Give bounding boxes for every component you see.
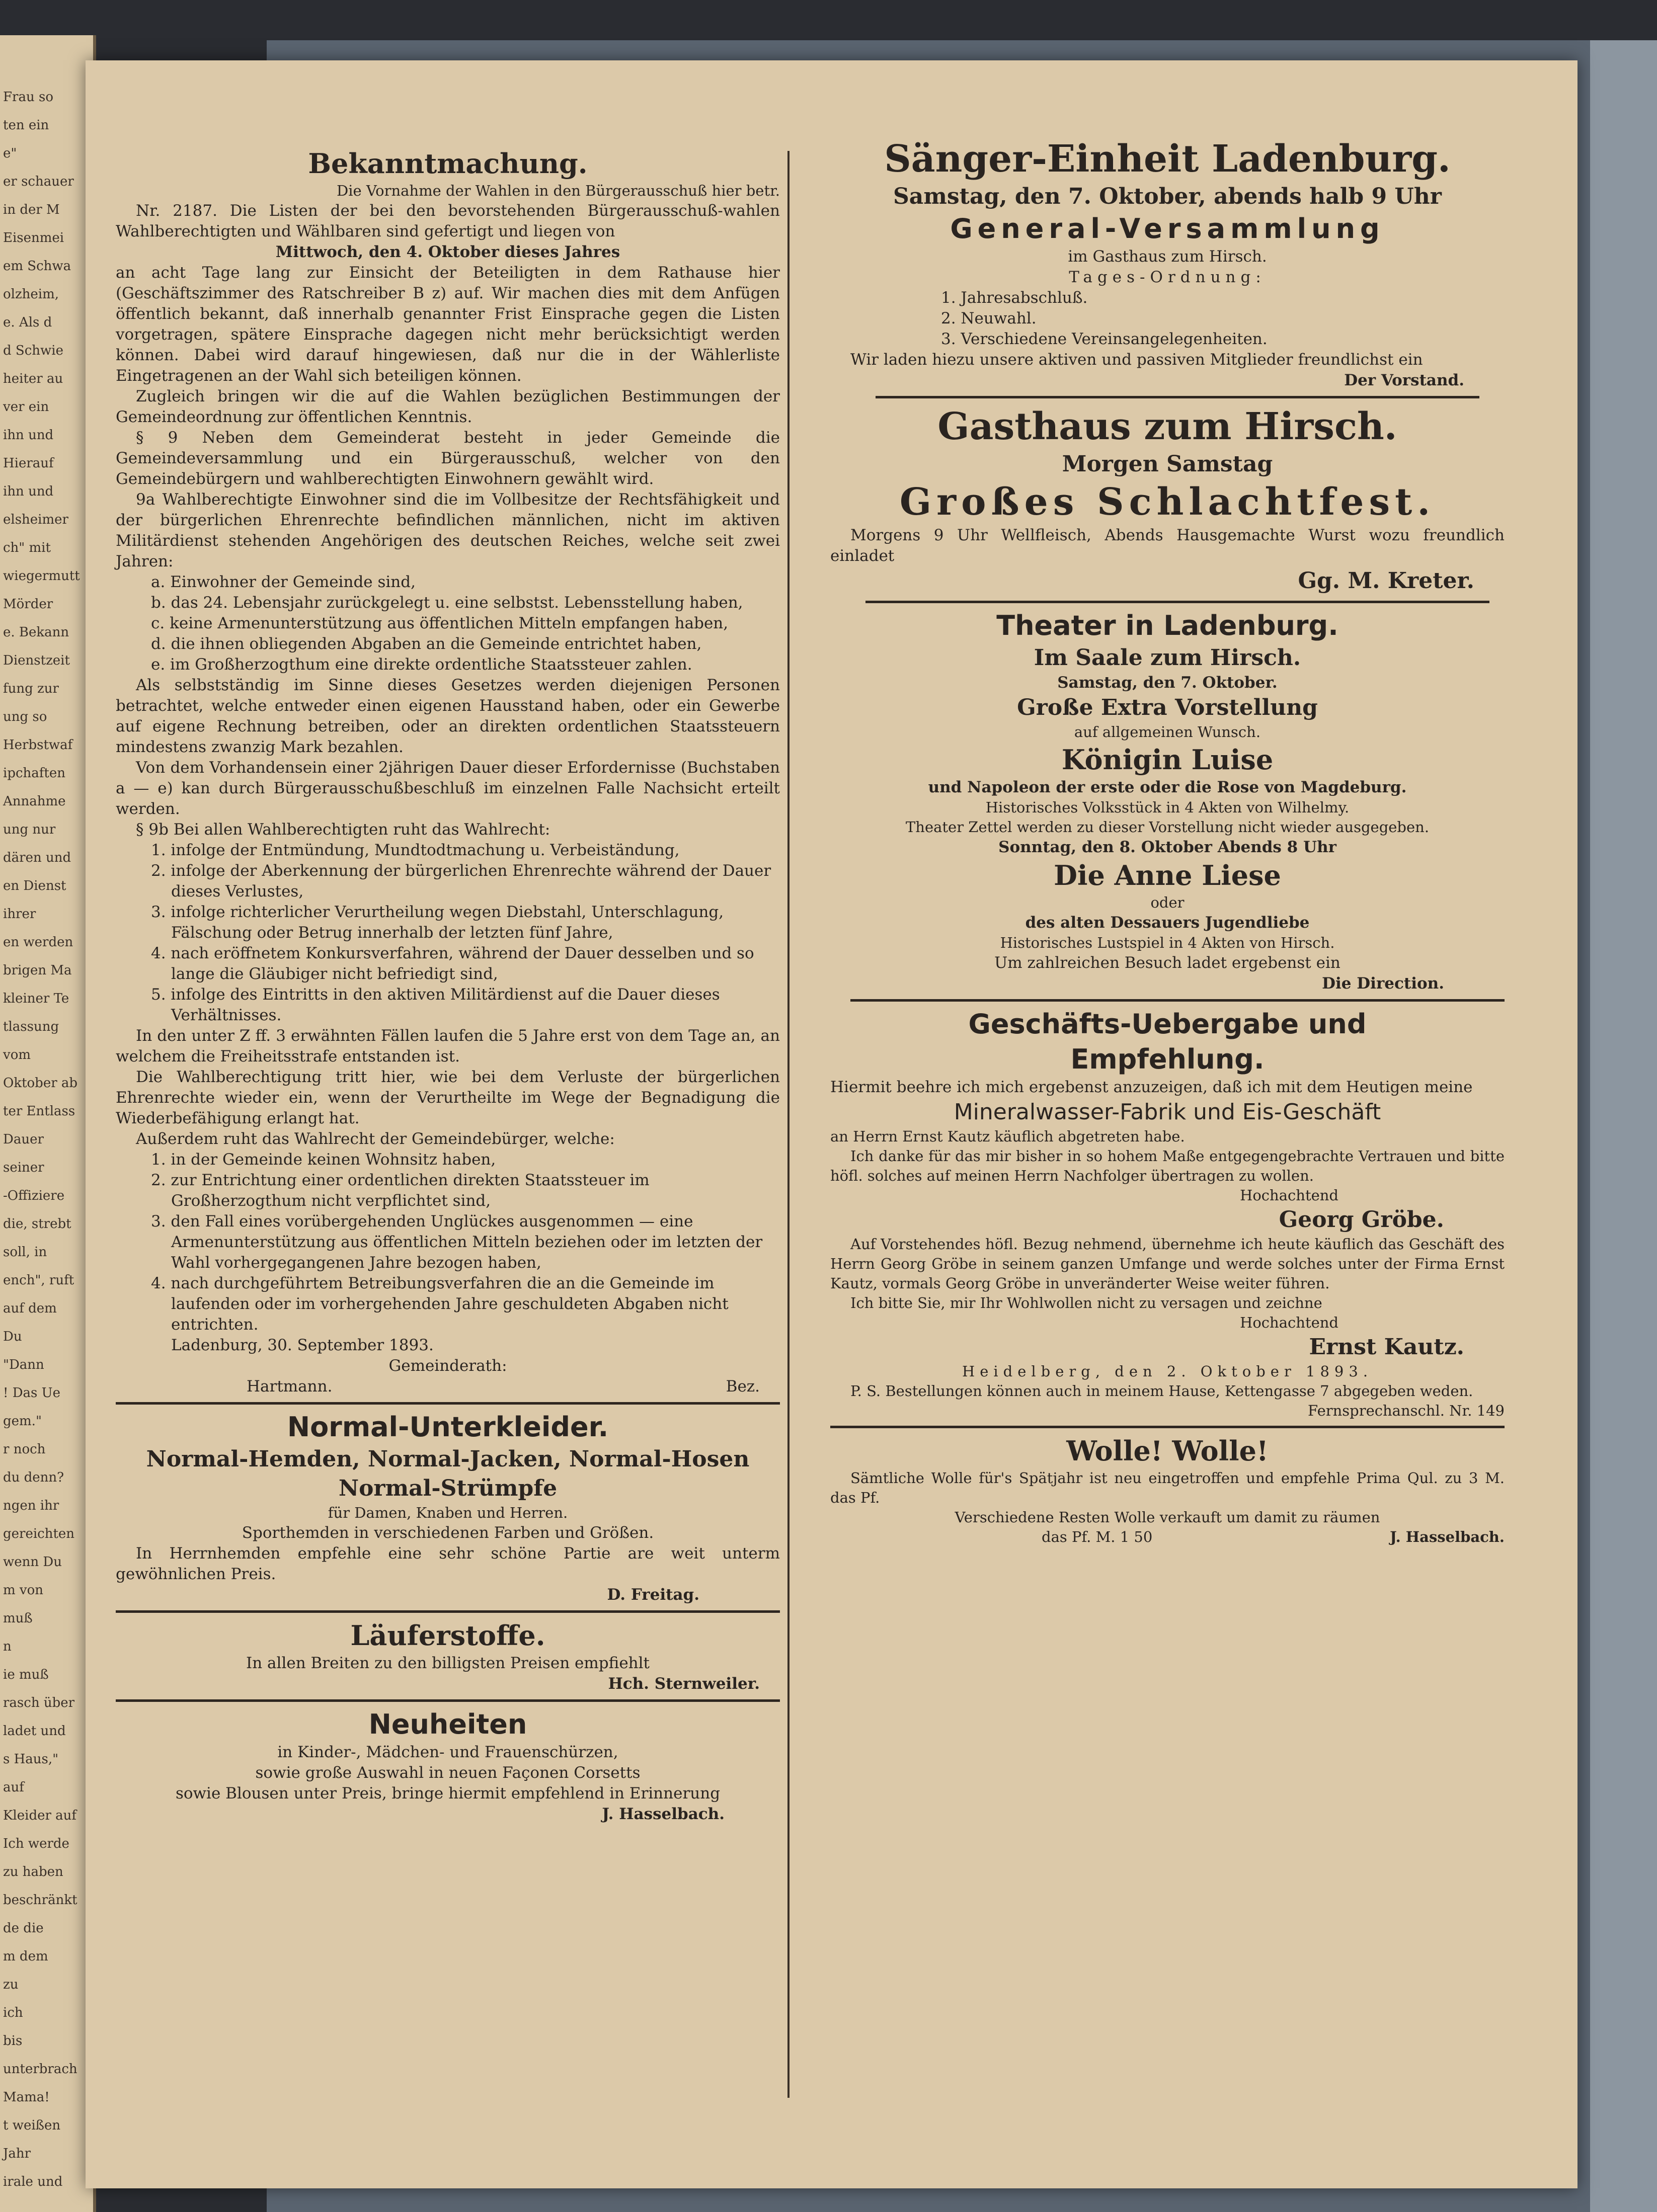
list-item: 4. nach durchgeführtem Betreibungsverfahren die an die Gemeinde im laufenden oder im vorhergehenden Jahre geschuldeten Abgaben nicht entrichten. <box>151 1274 729 1334</box>
notice-paragraph: Die Wahlberechtigung tritt hier, wie bei dem Verluste der bürgerlichen Ehrenrechte wieder ein, wenn der Verurtheilte im Wege der Begnadigung die Wiederbefähigung erlangt hat. <box>116 1068 780 1127</box>
prev-page-fragment: zu <box>3 1977 19 1992</box>
prev-page-fragment: ench", ruft <box>3 1273 74 1288</box>
newspaper-page <box>86 60 1577 2188</box>
notice-paragraph: In den unter Z ff. 3 erwähnten Fällen laufen die 5 Jahre erst von dem Tage an, an welchem die Freiheitsstrafe entstanden ist. <box>116 1027 780 1066</box>
prev-page-fragment: gem." <box>3 1414 42 1429</box>
ad-signature: Der Vorstand. <box>1344 371 1464 389</box>
prev-page-fragment: soll, in <box>3 1245 47 1260</box>
signature-right: Bez. <box>726 1377 760 1396</box>
notice-place-date: Ladenburg, 30. September 1893. <box>171 1336 434 1354</box>
notice-date-line: Mittwoch, den 4. Oktober dieses Jahres <box>275 243 620 261</box>
ad-line: Normal-Hemden, Normal-Jacken, Normal-Hosen <box>146 1446 750 1472</box>
ad-line: Samstag, den 7. Oktober. <box>1057 674 1278 692</box>
ad-line: Morgen Samstag <box>1062 451 1273 477</box>
prev-page-fragment: Oktober ab <box>3 1076 78 1091</box>
ad-title: Wolle! Wolle! <box>1066 1435 1269 1467</box>
prev-page-fragment: vom <box>3 1047 31 1062</box>
prev-page-fragment: Kleider auf <box>3 1808 77 1823</box>
prev-page-fragment: Jahr <box>3 2146 31 2161</box>
ad-line: an Herrn Ernst Kautz käuflich abgetreten habe. <box>830 1128 1185 1145</box>
list-item: 3. den Fall eines vorübergehenden Unglückes ausgenommen — eine Armenunterstützung aus öffentlichen Mitteln beziehen oder im letzten der Wahl vorhergegangenen Jahre bezogen haben, <box>151 1212 763 1272</box>
prev-page-fragment: Du <box>3 1329 22 1344</box>
prev-page-fragment: zu haben <box>3 1864 63 1879</box>
prev-page-fragment: elsheimer <box>3 512 68 527</box>
prev-page-fragment: bis <box>3 2033 23 2049</box>
right-column <box>830 60 1560 1547</box>
notice-paragraph: § 9b Bei allen Wahlberechtigten ruht das Wahlrecht: <box>136 821 550 839</box>
ad-line: des alten Dessauers Jugendliebe <box>1025 914 1310 932</box>
prev-page-fragment: Annahme <box>3 794 66 809</box>
section-rule <box>876 396 1479 398</box>
ad-title: Neuheiten <box>368 1708 527 1740</box>
ad-signature: Ernst Kautz. <box>1309 1334 1464 1360</box>
prev-page-fragment: -Offiziere <box>3 1188 65 1203</box>
ad-line: Auf Vorstehendes höfl. Bezug nehmend, übernehme ich heute käuflich das Geschäft des Herrn Georg Gröbe in seinem ganzen Umfange und werde solches unter der Firma Ernst Kautz, vormals Georg Gröbe in unveränderter Weise weiter führen. <box>830 1236 1505 1292</box>
ad-agenda-heading: Tages-Ordnung: <box>1069 268 1266 286</box>
prev-page-fragment: olzheim, <box>3 287 59 302</box>
ad-event: General-Versammlung <box>950 213 1385 244</box>
notice-paragraph: Außerdem ruht das Wahlrecht der Gemeindebürger, welche: <box>136 1130 615 1148</box>
notice-paragraph: Zugleich bringen wir die auf die Wahlen bezüglichen Bestimmungen der Gemeindeordnung zur öffentlichen Kenntnis. <box>116 387 780 426</box>
prev-page-fragment: auf dem <box>3 1301 57 1316</box>
ad-line: Ich bitte Sie, mir Ihr Wohlwollen nicht zu versagen und zeichne <box>850 1294 1322 1312</box>
list-item: 2. infolge der Aberkennung der bürgerlichen Ehrenrechte während der Dauer dieses Verlustes, <box>151 862 771 900</box>
prev-page-fragment: ladet und <box>3 1724 66 1739</box>
prev-page-fragment: en werden <box>3 935 73 950</box>
ad-line: sowie große Auswahl in neuen Façonen Corsetts <box>255 1764 641 1782</box>
prev-page-fragment: auf <box>3 1780 24 1795</box>
notice-title: Bekanntmachung. <box>308 147 588 180</box>
ad-title: Empfehlung. <box>1070 1043 1265 1075</box>
ad-title: Geschäfts-Uebergabe und <box>968 1008 1367 1040</box>
prev-page-fragment: e. Bekann <box>3 625 69 640</box>
prev-page-fragment: dären und <box>3 850 71 865</box>
ad-price: das Pf. M. 1 50 <box>1042 1528 1153 1545</box>
prev-page-fragment: de die <box>3 1921 44 1936</box>
prev-page-fragment: er schauer <box>3 174 74 189</box>
ad-line: Ich danke für das mir bisher in so hohem Maße entgegengebrachte Vertrauen und bitte höfl. solches auf meinen Herrn Nachfolger übertragen zu wollen. <box>830 1148 1505 1184</box>
prev-page-fragment: s Haus," <box>3 1752 59 1767</box>
prev-page-fragment: irale und <box>3 2174 63 2189</box>
ad-line: Sämtliche Wolle für's Spätjahr ist neu eingetroffen und empfehle Prima Qul. zu 3 M. das Pf. <box>830 1469 1505 1506</box>
ad-line: Um zahlreichen Besuch ladet ergebenst ein <box>994 954 1340 972</box>
prev-page-fragment: ch" mit <box>3 540 51 555</box>
notice-paragraph: 9a Wahlberechtigte Einwohner sind die im Vollbesitze der Rechtsfähigkeit und der bürgerlichen Ehrenrechte befindlichen männlichen, nicht im aktiven Militärdienst stehenden Angehörigen des deutschen Reiches, welche seit zwei Jahren: <box>116 490 780 570</box>
prev-page-fragment: Hierauf <box>3 456 54 471</box>
notice-list-c <box>116 1150 780 1335</box>
ad-line: in Kinder-, Mädchen- und Frauenschürzen, <box>277 1743 618 1761</box>
ad-signature: Hch. Sternweiler. <box>608 1675 760 1693</box>
prev-page-fragment: ihn und <box>3 484 54 499</box>
prev-page-fragment: muß <box>3 1611 33 1626</box>
ad-signature: J. Hasselbach. <box>1390 1528 1505 1545</box>
ad-neuheiten <box>116 1707 780 1825</box>
ad-saenger-einheit <box>830 60 1505 391</box>
prev-page-fragment: in der M <box>3 202 60 217</box>
prev-page-fragment: Herbstwaf <box>3 738 73 753</box>
ad-line: Wir laden hiezu unsere aktiven und passiven Mitglieder freundlichst ein <box>850 351 1423 369</box>
list-item: 1. Jahresabschluß. <box>941 289 1088 307</box>
prev-page-fragment: kleiner Te <box>3 991 69 1006</box>
ad-line: In allen Breiten zu den billigsten Preisen empfiehlt <box>246 1654 650 1672</box>
prev-page-fragment: ngen ihr <box>3 1498 59 1513</box>
prev-page-fragment: heiter au <box>3 371 63 386</box>
ad-wolle <box>830 1433 1505 1547</box>
ad-signature: Die Direction. <box>1322 974 1444 993</box>
section-rule <box>116 1610 780 1613</box>
prev-page-fragment: ihn und <box>3 428 54 443</box>
prev-page-fragment: e" <box>3 146 17 161</box>
ad-line: Im Saale zum Hirsch. <box>1034 645 1301 671</box>
prev-page-fragment: Eisenmei <box>3 230 64 245</box>
ad-line: Verschiedene Resten Wolle verkauft um damit zu räumen <box>955 1509 1380 1526</box>
notice-list-a <box>116 572 780 675</box>
prev-page-fragment: "Dann <box>3 1357 44 1372</box>
ad-line: Theater Zettel werden zu dieser Vorstellung nicht wieder ausgegeben. <box>905 818 1430 836</box>
prev-page-fragment: m dem <box>3 1949 48 1964</box>
prev-page-fragment: seiner <box>3 1160 44 1175</box>
ad-line: im Gasthaus zum Hirsch. <box>1068 248 1267 266</box>
notice-subtitle: Die Vornahme der Wahlen in den Bürgerausschuß hier betr. <box>336 182 780 199</box>
ad-title: Gasthaus zum Hirsch. <box>937 405 1397 448</box>
prev-page-fragment: Frau so <box>3 90 53 105</box>
ad-gasthaus-hirsch <box>830 403 1505 596</box>
notice-paragraph: Als selbstständig im Sinne dieses Gesetzes werden diejenigen Personen betrachtet, welche entweder einen eigenen Hausstand haben, oder ein Gewerbe auf eigene Rechnung betreiben, oder an direkten ordentlichen Staatssteuern mindestens zwanzig Mark bezahlen. <box>116 676 780 756</box>
notice-signatures <box>116 1376 780 1397</box>
prev-page-fragment: en Dienst <box>3 878 66 893</box>
ad-greeting: Hochachtend <box>1240 1314 1338 1331</box>
list-item: 2. Neuwahl. <box>941 309 1037 327</box>
ad-line: Normal-Strümpfe <box>338 1476 558 1501</box>
ad-signature: Georg Gröbe. <box>1279 1207 1444 1233</box>
notice-paragraph: Nr. 2187. Die Listen der bei den bevorstehenden Bürgerausschuß-wahlen Wahlberechtigten und Wählbaren sind gefertigt und liegen von <box>116 202 780 240</box>
prev-page-fragment: unterbrach <box>3 2062 77 2077</box>
prev-page-fragment: ipchaften <box>3 766 65 781</box>
ad-line: Sporthemden in verschiedenen Farben und Größen. <box>242 1524 654 1542</box>
ad-line: auf allgemeinen Wunsch. <box>1074 723 1261 741</box>
section-rule <box>865 601 1489 603</box>
ad-line: Morgens 9 Uhr Wellfleisch, Abends Hausgemachte Wurst wozu freundlich einladet <box>830 526 1505 565</box>
prev-page-fragment: Ich werde <box>3 1836 69 1851</box>
prev-page-fragment: die, strebt <box>3 1216 71 1232</box>
notice-bekanntmachung <box>116 60 780 1397</box>
ad-line: Historisches Volksstück in 4 Akten von Wilhelmy. <box>985 799 1350 816</box>
ad-line: Historisches Lustspiel in 4 Akten von Hirsch. <box>1000 934 1335 951</box>
section-rule <box>116 1402 780 1405</box>
prev-page-fragment: ung nur <box>3 822 56 837</box>
prev-page-fragment: Dauer <box>3 1132 44 1147</box>
ad-signature: Gg. M. Kreter. <box>1298 568 1474 594</box>
prev-page-fragment: rasch über <box>3 1695 75 1710</box>
ad-footer-line <box>830 1527 1505 1547</box>
prev-page-fragment: brigen Ma <box>3 963 72 978</box>
prev-page-fragment: e. Als d <box>3 315 52 330</box>
ad-line: Samstag, den 7. Oktober, abends halb 9 Uhr <box>893 184 1442 209</box>
notice-authority: Gemeinderath: <box>388 1357 507 1375</box>
prev-page-fragment: tlassung <box>3 1019 59 1034</box>
ad-geschaefts-uebergabe <box>830 1007 1505 1421</box>
ad-agenda <box>830 288 1505 350</box>
notice-paragraph: Von dem Vorhandensein einer 2jährigen Dauer dieser Erfordernisse (Buchstaben a — e) kan durch Bürgerausschußbeschluß im einzelnen Falle Nachsicht erteilt werden. <box>116 759 780 818</box>
ad-line: für Damen, Knaben und Herren. <box>328 1504 568 1521</box>
prev-page-fragment: t weißen <box>3 2118 61 2133</box>
ad-place-date: Heidelberg, den 2. Oktober 1893. <box>962 1363 1373 1380</box>
notice-paragraph: an acht Tage lang zur Einsicht der Beteiligten in dem Rathause hier (Geschäftszimmer des Ratschreiber B z) auf. Wir machen dies mit dem Anfügen öffentlich bekannt, daß innerhalb genannter Frist Einsprache gegen die Listen vorgetragen, spätere Einsprache dagegen nicht mehr berücksichtigt werden können. Dabei wird darauf hingewiesen, daß nur die in der Wählerliste Eingetragenen an der Wahl sich beteiligen können. <box>116 264 780 385</box>
ad-play-title: Die Anne Liese <box>1054 859 1281 891</box>
board-edge <box>1590 40 1657 2212</box>
section-rule <box>830 1426 1505 1428</box>
ad-show: Große Extra Vorstellung <box>1017 695 1318 720</box>
prev-page-fragment: ihrer <box>3 907 36 922</box>
list-item: 3. infolge richterlicher Verurtheilung wegen Diebstahl, Unterschlagung, Fälschung oder Betrug innerhalb der letzten fünf Jahre, <box>151 903 724 942</box>
prev-page-fragment: d Schwie <box>3 343 63 358</box>
prev-page-fragment: wiegermutt <box>3 568 80 584</box>
prev-page-fragment: m von <box>3 1583 44 1598</box>
prev-page-fragment: ten ein <box>3 118 49 133</box>
ad-line: und Napoleon der erste oder die Rose von Magdeburg. <box>928 778 1407 796</box>
ad-line: Mineralwasser-Fabrik und Eis-Geschäft <box>954 1099 1381 1125</box>
list-item: 5. infolge des Eintritts in den aktiven Militärdienst auf die Dauer dieses Verhältnisses. <box>151 986 720 1024</box>
prev-page-fragment: Mama! <box>3 2090 50 2105</box>
list-item: e. im Großherzogthum eine direkte ordentliche Staatssteuer zahlen. <box>151 656 692 674</box>
ad-line: P. S. Bestellungen können auch in meinem Hause, Kettengasse 7 abgegeben weden. <box>850 1382 1473 1400</box>
prev-page-fragment: ter Entlass <box>3 1104 75 1119</box>
prev-page-fragment: ung so <box>3 709 47 724</box>
ad-title: Theater in Ladenburg. <box>996 610 1338 641</box>
ad-signature: D. Freitag. <box>607 1586 699 1604</box>
ad-theater <box>830 608 1505 994</box>
previous-page-edge <box>0 35 96 2212</box>
section-rule <box>850 999 1505 1002</box>
prev-page-fragment: Mörder <box>3 597 53 612</box>
prev-page-fragment: beschränkt <box>3 1893 77 1908</box>
notice-paragraph: § 9 Neben dem Gemeinderat besteht in jeder Gemeinde die Gemeindeversammlung und ein Bürgerausschuß, welcher von den Gemeindebürgern und wahlberechtigten Einwohnern gewählt wird. <box>116 429 780 488</box>
ad-event: Großes Schlachtfest. <box>899 480 1436 524</box>
prev-page-fragment: wenn Du <box>3 1554 62 1570</box>
ad-title: Normal-Unterkleider. <box>287 1411 609 1443</box>
prev-page-fragment: gereichten <box>3 1526 75 1541</box>
list-item: 1. in der Gemeinde keinen Wohnsitz haben, <box>151 1151 496 1169</box>
list-item: 3. Verschiedene Vereinsangelegenheiten. <box>941 330 1268 348</box>
list-item: 2. zur Entrichtung einer ordentlichen direkten Staatssteuer im Großherzogthum nicht verpflichtet sind, <box>151 1171 650 1210</box>
prev-page-fragment: n <box>3 1639 12 1654</box>
list-item: a. Einwohner der Gemeinde sind, <box>151 573 416 591</box>
prev-page-fragment: fung zur <box>3 681 59 696</box>
ad-title: Sänger-Einheit Ladenburg. <box>884 137 1451 181</box>
list-item: c. keine Armenunterstützung aus öffentlichen Mitteln empfangen haben, <box>151 614 729 632</box>
ad-laeuferstoffe <box>116 1618 780 1694</box>
prev-page-fragment: ! Das Ue <box>3 1385 60 1401</box>
prev-page-fragment: r noch <box>3 1442 46 1457</box>
ad-line: Hiermit beehre ich mich ergebenst anzuzeigen, daß ich mit dem Heutigen meine <box>830 1078 1473 1096</box>
ad-line: In Herrnhemden empfehle eine sehr schöne Partie are weit unterm gewöhnlichen Preis. <box>116 1544 780 1583</box>
ad-line: oder <box>1150 894 1185 911</box>
ad-line: sowie Blousen unter Preis, bringe hiermit empfehlend in Erinnerung <box>175 1784 721 1803</box>
ad-line: Sonntag, den 8. Oktober Abends 8 Uhr <box>998 838 1336 856</box>
list-item: 1. infolge der Entmündung, Mundtodtmachung u. Verbeiständung, <box>151 841 680 859</box>
ad-greeting: Hochachtend <box>1240 1187 1338 1204</box>
list-item: b. das 24. Lebensjahr zurückgelegt u. eine selbstst. Lebensstellung haben, <box>151 594 743 612</box>
prev-page-fragment: du denn? <box>3 1470 64 1485</box>
list-item: d. die ihnen obliegenden Abgaben an die Gemeinde entrichtet haben, <box>151 635 702 653</box>
notice-list-b <box>116 840 780 1026</box>
list-item: 4. nach eröffnetem Konkursverfahren, während der Dauer desselben und so lange die Gläubiger nicht befriedigt sind, <box>151 944 754 983</box>
prev-page-fragment: em Schwa <box>3 259 71 274</box>
ad-signature: J. Hasselbach. <box>602 1805 725 1823</box>
left-column <box>116 60 835 1825</box>
ad-play-title: Königin Luise <box>1061 744 1274 776</box>
ad-phone: Fernsprechanschl. Nr. 149 <box>1308 1402 1505 1419</box>
prev-page-fragment: Dienstzeit <box>3 653 70 668</box>
signature-left: Hartmann. <box>247 1377 333 1396</box>
prev-page-fragment: ich <box>3 2005 23 2020</box>
prev-page-fragment: ie muß <box>3 1667 49 1682</box>
prev-page-fragment: ver ein <box>3 399 49 415</box>
section-rule <box>116 1699 780 1702</box>
ad-normal-unterkleider <box>116 1410 780 1605</box>
ad-title: Läuferstoffe. <box>350 1619 545 1652</box>
